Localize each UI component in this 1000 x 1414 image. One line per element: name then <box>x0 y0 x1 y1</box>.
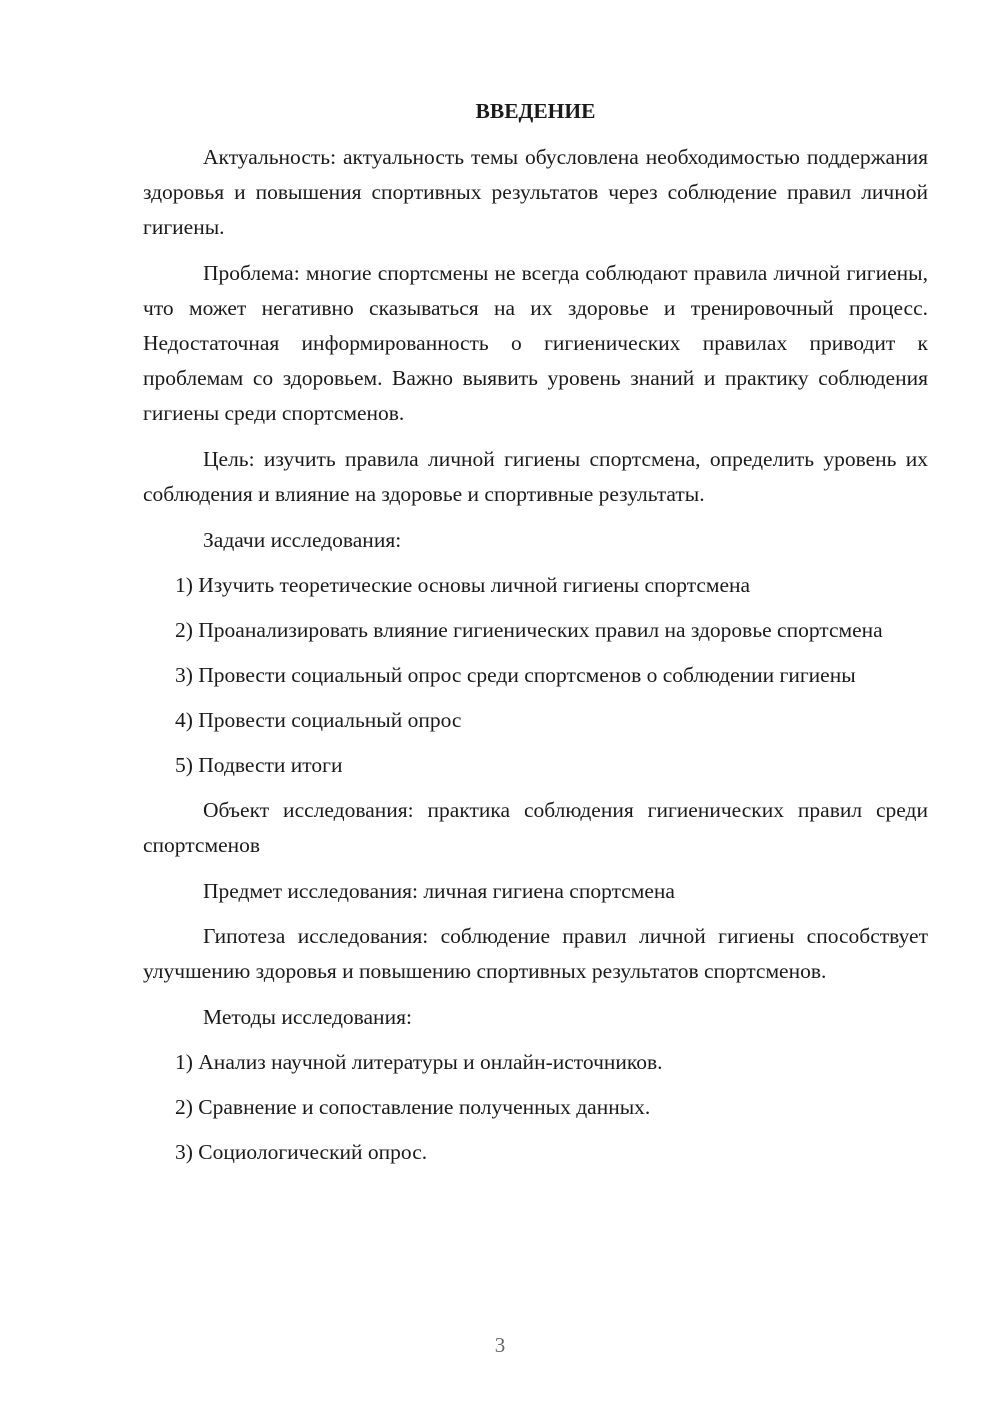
hypothesis-paragraph: Гипотеза исследования: соблюдение правил личной гигиены способствует улучшению здоровья и повышению спортивных результатов спортсменов. <box>143 924 928 983</box>
relevance-paragraph: Актуальность: актуальность темы обусловлена необходимостью поддержания здоровья и повышения спортивных результатов через соблюдение правил личной гигиены. <box>143 145 928 239</box>
document-page <box>143 96 928 1180</box>
tasks-heading: Задачи исследования: <box>203 528 402 552</box>
section-title: ВВЕДЕНИЕ <box>475 99 596 123</box>
method-item: 3) Социологический опрос. <box>175 1140 428 1164</box>
task-item: 1) Изучить теоретические основы личной гигиены спортсмена <box>175 573 751 597</box>
goal-paragraph: Цель: изучить правила личной гигиены спортсмена, определить уровень их соблюдения и влияние на здоровье и спортивные результаты. <box>143 447 928 506</box>
task-item: 5) Подвести итоги <box>175 753 343 777</box>
task-item: 2) Проанализировать влияние гигиенических правил на здоровье спортсмена <box>175 618 883 642</box>
methods-heading: Методы исследования: <box>203 1005 412 1029</box>
subject-paragraph: Предмет исследования: личная гигиена спортсмена <box>203 879 675 903</box>
method-item: 1) Анализ научной литературы и онлайн-источников. <box>175 1050 663 1074</box>
task-item: 3) Провести социальный опрос среди спортсменов о соблюдении гигиены <box>175 663 856 687</box>
method-item: 2) Сравнение и сопоставление полученных данных. <box>175 1095 651 1119</box>
task-item: 4) Провести социальный опрос <box>175 708 462 732</box>
problem-paragraph: Проблема: многие спортсмены не всегда соблюдают правила личной гигиены, что может негативно сказываться на их здоровье и тренировочный процесс. Недостаточная информированность о гигиенических правилах приводит к проблемам со здоровьем. Важно выявить уровень знаний и практику соблюдения гигиены среди спортсменов. <box>143 261 928 425</box>
object-paragraph: Объект исследования: практика соблюдения гигиенических правил среди спортсменов <box>143 798 928 857</box>
page-number: 3 <box>494 1333 506 1357</box>
